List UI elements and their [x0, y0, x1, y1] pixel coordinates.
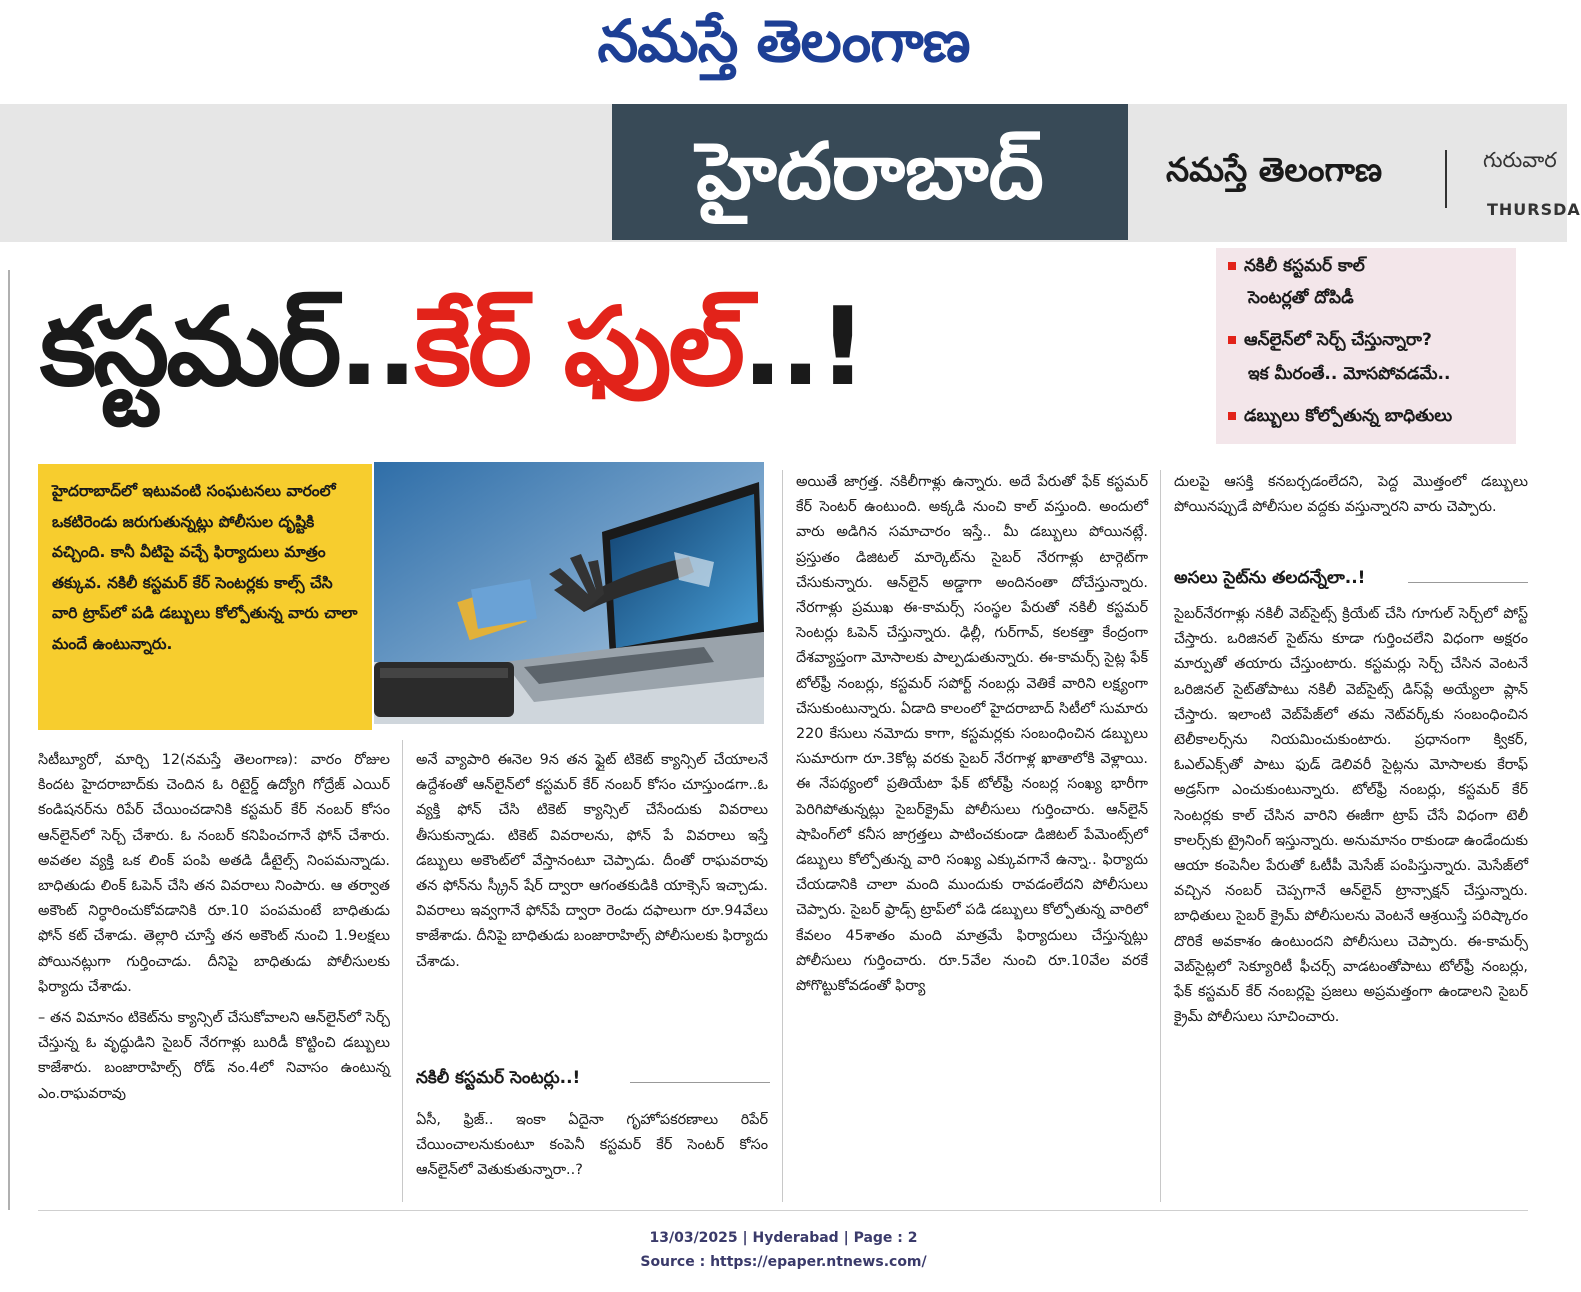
highlight-item: ఆన్‌లైన్‌లో సెర్చ్ చేస్తున్నారా?	[1228, 330, 1432, 354]
day-telugu: గురువార	[1483, 148, 1557, 172]
article-column-3	[796, 470, 1148, 999]
divider	[1445, 150, 1447, 208]
paragraph: సిటీబ్యూరో, మార్చి 12(నమస్తే తెలంగాణ): వారం రోజుల కిందట హైదరాబాద్‌కు చెందిన ఓ రిటైర్డ్ ఉద్యోగి గోద్రేజ్ ఎయిర్ కండిషనర్‌ను రిపేర్ చేయించడానికి కస్టమర్ కేర్ నంబర్ కోసం ఆన్‌లైన్‌లో సెర్చ్ చేశారు. ఓ నంబర్ కనిపించగానే ఫోన్ చేశారు. అవతల వ్యక్తి ఒక లింక్ పంపి అతడి డీటైల్స్ నింపమన్నాడు. బాధితుడు లింక్ ఓపెన్ చేసి తన వివరాలు నింపారు. ఆ తర్వాత అకౌంట్ నిర్ధారించుకోవడానికి రూ.10 పంపమంటే బాధితుడు ఫోన్ కట్ చేశాడు. తెల్లారి చూస్తే తన అకౌంట్ నుంచి 1.9లక్షలు పోయినట్లుగా గుర్తించాడు. దీనిపై బాధితుడు పోలీసులకు ఫిర్యాదు చేశాడు.	[38, 752, 390, 995]
article-column-2b	[416, 1108, 768, 1184]
highlight-item: నకిలీ కస్టమర్ కాల్	[1228, 256, 1365, 280]
article-photo	[374, 462, 764, 724]
headline-part1: కస్టమర్..	[40, 285, 415, 410]
column-rule	[1160, 470, 1161, 1202]
bullet-icon	[1228, 412, 1236, 420]
highlight-item: డబ్బులు కోల్పోతున్న బాధితులు	[1228, 406, 1452, 430]
subheading: అసలు సైట్‌ను తలదన్నేలా..!	[1174, 568, 1366, 588]
highlight-item: సెంటర్లతో దోపిడీ	[1248, 288, 1354, 308]
article-column-2	[416, 748, 768, 975]
brand-name: నమస్తే తెలంగాణ	[1166, 150, 1383, 189]
paragraph: – తన విమానం టికెట్‌ను క్యాన్సిల్ చేసుకోవాలని ఆన్‌లైన్‌లో సెర్చ్ చేస్తున్న ఓ వృద్ధుడిని సైబర్ నేరగాళ్లు బురిడీ కొట్టించి డబ్బులు కాజేశారు. బంజారాహిల్స్ రోడ్ నం.4లో నివాసం ఉంటున్న ఎం.రాఘవరావు	[38, 1010, 390, 1102]
column-rule	[782, 470, 783, 1202]
paragraph: దులపై ఆసక్తి కనబర్చడంలేదని, పెద్ద మొత్తంలో డబ్బులు పోయినప్పుడే పోలీసుల వద్దకు వస్తున్నారని వారు చెప్పారు.	[1174, 474, 1528, 516]
highlight-item: ఇక మీరంతే.. మోసపోవడమే..	[1248, 364, 1451, 384]
subheading-rule	[630, 1082, 770, 1083]
paragraph: ఏసీ, ఫ్రిజ్.. ఇంకా ఏదైనా గృహోపకరణాలు రిపేర్ చేయించాలనుకుంటూ కంపెనీ కస్టమర్ కేర్ సెంటర్ కోసం ఆన్‌లైన్‌లో వెతుకుతున్నారా..?	[416, 1112, 768, 1179]
footer-date-page: 13/03/2025 | Hyderabad | Page : 2	[649, 1230, 918, 1246]
article-column-4b	[1174, 602, 1528, 1030]
article-column-1	[38, 748, 390, 1107]
left-margin-rule	[8, 270, 10, 1210]
headline-part3: ..!	[741, 285, 865, 410]
bullet-icon	[1228, 262, 1236, 270]
section-title: హైదరాబాద్	[612, 104, 1128, 240]
day-english: THURSDA	[1487, 200, 1581, 219]
column-rule	[402, 740, 403, 1202]
headline	[40, 268, 864, 428]
paragraph: అనే వ్యాపారి ఈనెల 9న తన ఫ్లైట్ టికెట్ క్యాన్సిల్ చేయాలనే ఉద్దేశంతో ఆన్‌లైన్‌లో కస్టమర్ కేర్ నంబర్ కోసం చూస్తుండగా..ఓ వ్యక్తి ఫోన్ చేసి టికెట్ క్యాన్సిల్ చేసేందుకు వివరాలు తీసుకున్నాడు. టికెట్ వివరాలను, ఫోన్ పే వివరాలు ఇస్తే డబ్బులు అకౌంట్‌లో వేస్తానంటూ చెప్పాడు. దీంతో రాఘవరావు తన ఫోన్‌ను స్క్రీన్ షేర్ ద్వారా ఆగంతకుడికి యాక్సెస్ ఇచ్చాడు. వివరాలు ఇవ్వగానే ఫోన్‌పే ద్వారా రెండు దఫాలుగా రూ.94వేలు కాజేశాడు. దీనిపై బాధితుడు బంజారాహిల్స్ పోలీసులకు ఫిర్యాదు చేశాడు.	[416, 752, 768, 970]
headline-part2: కేర్ ఫుల్	[414, 285, 742, 410]
subheading: నకిలీ కస్టమర్ సెంటర్లు..!	[416, 1068, 581, 1088]
subheading-rule	[1408, 582, 1528, 583]
paragraph: సైబర్‌నేరగాళ్లు నకిలీ వెబ్‌సైట్స్ క్రియేట్ చేసి గూగుల్ సెర్చ్‌లో పోస్ట్ చేస్తారు. ఒరిజినల్ సైట్‌ను కూడా గుర్తించలేని విధంగా అక్షరం మార్పుతో తయారు చేస్తుంటారు. కస్టమర్లు సెర్చ్ చేసిన వెంటనే ఒరిజినల్ సైట్‌తోపాటు నకిలీ వెబ్‌సైట్స్ డిస్‌ప్లే అయ్యేలా ప్లాన్ చేస్తారు. ఇలాంటి వెబ్‌పేజ్‌లో తమ నెట్‌వర్క్‌కు సంబంధించిన టెలీకాలర్స్‌ను నియమించుకుంటారు. ప్రధానంగా క్వికర్, ఓఎల్‌ఎక్స్‌తో పాటు ఫుడ్ డెలివరీ సైట్లను మోసాలకు కేరాఫ్ అడ్రస్‌గా ఎంచుకుంటున్నారు. టోల్‌ఫ్రీ నంబర్లు, కస్టమర్ కేర్ సెంటర్లకు కాల్ చేసిన వారిని ఈజీగా ట్రాప్ చేసే విధంగా టెలీ కాలర్స్‌కు ట్రైనింగ్ ఇస్తున్నారు. అనుమానం రాకుండా ఉండేందుకు ఆయా కంపెనీల పేరుతో ఓటీపీ మెసేజ్ పంపిస్తున్నారు. మెసేజ్‌లో వచ్చిన నంబర్ చెప్పగానే ఆన్‌లైన్ ట్రాన్సాక్షన్ చేస్తున్నారు. బాధితులు సైబర్ క్రైమ్ పోలీసులను వెంటనే ఆశ్రయిస్తే పరిష్కారం దొరికే అవకాశం ఉంటుందని పోలీసులు చెప్పారు. ఈ-కామర్స్ వెబ్‌సైట్లలో సెక్యూరిటీ ఫీచర్స్ వాడటంతోపాటు టోల్‌ఫ్రీ నంబర్లు, ఫేక్ కస్టమర్ కేర్ నంబర్లపై ప్రజలు అప్రమత్తంగా ఉండాలని సైబర్ క్రైమ్ పోలీసులు సూచించారు.	[1174, 606, 1528, 1026]
article-column-4	[1174, 470, 1528, 520]
highlights-box	[1216, 248, 1516, 444]
masthead-logo: నమస్తే తెలంగాణ	[597, 7, 970, 75]
bottom-rule	[38, 1210, 1528, 1211]
paragraph: అయితే జాగ్రత్త. నకిలీగాళ్లు ఉన్నారు. అదే పేరుతో ఫేక్ కస్టమర్ కేర్ సెంటర్ ఉంటుంది. అక్కడి నుంచి కాల్ వస్తుంది. అందులో వారు అడిగిన సమాచారం ఇస్తే.. మీ డబ్బులు పోయినట్లే. ప్రస్తుతం డిజిటల్ మార్కెట్‌ను సైబర్ నేరగాళ్లు టార్గెట్‌గా చేసుకున్నారు. ఆన్‌లైన్ అడ్డాగా అందినంతా దోచేస్తున్నారు. నేరగాళ్లు ప్రముఖ ఈ-కామర్స్ సంస్థల పేరుతో నకిలీ కస్టమర్ సెంటర్లు ఓపెన్ చేస్తున్నారు. ఢిల్లీ, గుర్‌గావ్, కలకత్తా కేంద్రంగా దేశవ్యాప్తంగా మోసాలకు పాల్పడుతున్నారు. ఈ-కామర్స్ సైట్ల ఫేక్ టోల్‌ఫ్రీ నంబర్లు, కస్టమర్ సపోర్ట్ నంబర్లు వెతికే వారిని లక్ష్యంగా చేసుకుంటున్నారు. ఏడాది కాలంలో హైదరాబాద్ సిటీలో సుమారు 220 కేసులు నమోదు కాగా, కస్టమర్లకు సంబంధించిన డబ్బులు సుమారుగా రూ.3కోట్ల వరకు సైబర్ నేరగాళ్ల ఖాతాలోకి వెళ్లాయి. ఈ నేపథ్యంలో ప్రతియేటా ఫేక్ టోల్‌ఫ్రీ నంబర్ల సంఖ్య భారీగా పెరిగిపోతున్నట్లు సైబర్‌క్రైమ్ పోలీసులు గుర్తించారు. ఆన్‌లైన్ షాపింగ్‌లో కనీస జాగ్రత్తలు పాటించకుండా డిజిటల్ పేమెంట్స్‌లో డబ్బులు కోల్పోతున్న వారి సంఖ్య ఎక్కువగానే ఉన్నా.. ఫిర్యాదు చేయడానికి చాలా మంది ముందుకు రావడంలేదని పోలీసులు చెప్పారు. సైబర్ ఫ్రాడ్స్ ట్రాప్‌లో పడి డబ్బులు కోల్పోతున్న వారిలో కేవలం 45శాతం మంది మాత్రమే ఫిర్యాదులు చేస్తున్నట్లు పోలీసులు గుర్తించారు. రూ.5వేల నుంచి రూ.10వేల వరకే పోగొట్టుకోవడంతో ఫిర్యా	[796, 474, 1148, 995]
intro-box: హైదరాబాద్‌లో ఇటువంటి సంఘటనలు వారంలో ఒకటిరెండు జరుగుతున్నట్లు పోలీసుల దృష్టికి వచ్చింది. కానీ వీటిపై వచ్చే ఫిర్యాదులు మాత్రం తక్కువ. నకిలీ కస్టమర్ కేర్ సెంటర్లకు కాల్స్ చేసి వారి ట్రాప్‌లో పడి డబ్బులు కోల్పోతున్న వారు చాలా మందే ఉంటున్నారు.	[38, 464, 372, 730]
footer-source: Source : https://epaper.ntnews.com/	[640, 1254, 927, 1270]
bullet-icon	[1228, 336, 1236, 344]
